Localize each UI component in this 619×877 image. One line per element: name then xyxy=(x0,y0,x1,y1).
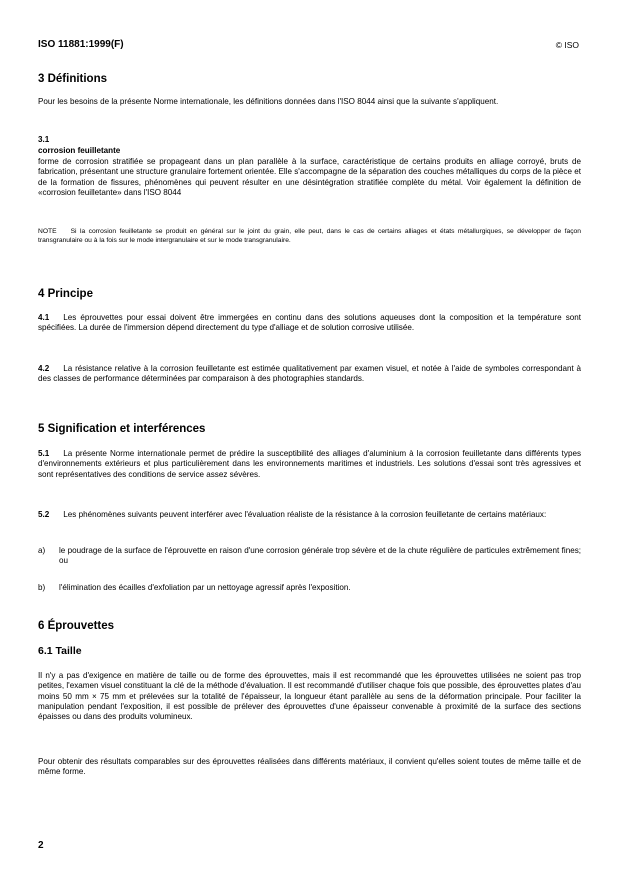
copyright-mark: © ISO xyxy=(555,40,579,50)
note xyxy=(38,228,581,245)
note-label: NOTE xyxy=(38,228,57,235)
paragraph-4-2: 4.2 La résistance relative à la corrosion feuilletante est estimée qualitativement par examen visuel, et notée à l'aide de symboles correspondant à des classes de performance déterminées par comparaison à des photographies standards. xyxy=(38,364,581,384)
section-3-heading: 3 Définitions xyxy=(38,73,108,85)
section-3-intro: Pour les besoins de la présente Norme internationale, les définitions données dans l'ISO 8044 ainsi que la suivante s'appliquent. xyxy=(38,97,499,106)
paragraph-6-1: Il n'y a pas d'exigence en matière de taille ou de forme des éprouvettes, mais il est recommandé que les éprouvettes utilisées ne soient pas trop petites, l'examen visuel constituant la clé de la méthode d'évaluation. Il est recommandé d'utiliser chaque fois que possible, des éprouvettes plates d'au moins 50 mm × 75 mm et prélevées sur la totalité de l'épaisseur, la longueur étant parallèle au sens de la déformation principale. Pour faciliter la manipulation pendant l'exposition, il est possible de prélever des éprouvettes d'une épaisseur convenable à proximité de la surface des sections épaisses ou dans des produits volumineux. xyxy=(38,671,581,722)
clause-number: 5.1 xyxy=(38,449,50,458)
term-number: 3.1 xyxy=(38,135,50,144)
section-4-heading: 4 Principe xyxy=(38,288,93,300)
list-item: b) l'élimination des écailles d'exfoliation par un nettoyage agressif après l'exposition. xyxy=(38,583,351,592)
page-number: 2 xyxy=(38,840,44,851)
clause-number: 5.2 xyxy=(38,510,50,519)
clause-number: 4.1 xyxy=(38,313,50,322)
paragraph-4-1: 4.1 Les éprouvettes pour essai doivent être immergées en continu dans des solutions aqueuses dont la composition et la température sont spécifiées. La durée de l'immersion dépend directement du type d'alliage et de solution corrosive utilisée. xyxy=(38,313,581,333)
section-5-heading: 5 Signification et interférences xyxy=(38,423,206,435)
clause-number: 4.2 xyxy=(38,364,50,373)
paragraph-5-2: 5.2 Les phénomènes suivants peuvent interférer avec l'évaluation réaliste de la résistance à la corrosion feuilletante de certains matériaux: xyxy=(38,510,547,519)
term-definition: forme de corrosion stratifiée se propageant dans un plan parallèle à la surface, caractéristique de certains produits en alliage corroyé, bruts de fabrication, présentant une structure granulaire fortement orientée. Elle s'accompagne de la séparation des couches métalliques du corps de la pièce et de la formation de fissures, phénomènes qui peuvent résulter en une désintégration stratifiée complète du métal. Voir également la définition de «corrosion feuilletante» dans l'ISO 8044 xyxy=(38,157,581,197)
paragraph-6-1-second: Pour obtenir des résultats comparables sur des éprouvettes réalisées dans différents matériaux, il convient qu'elles soient toutes de même taille et de même forme. xyxy=(38,757,581,777)
note-text: Si la corrosion feuilletante se produit en général sur le joint du grain, elle peut, dans le cas de certains alliages et états métallurgiques, se développer de façon transgranulaire ou à la fois sur le mode intergranulaire et sur le mode transgranulaire. xyxy=(38,228,581,244)
subsection-6-1-heading: 6.1 Taille xyxy=(38,645,82,657)
term-title: corrosion feuilletante xyxy=(38,146,121,155)
section-6-heading: 6 Éprouvettes xyxy=(38,620,115,632)
list-item: a) le poudrage de la surface de l'éprouvette en raison d'une corrosion générale trop sévère et de la chute régulière de particules extrêmement fines; ou xyxy=(38,546,581,566)
paragraph-5-1: 5.1 La présente Norme internationale permet de prédire la susceptibilité des alliages d'aluminium à la corrosion feuilletante dans différents types d'environnements extérieurs et plus particulièrement dans les environnements maritimes et industriels. Les solutions d'essai sont très agressives et sont représentatives des conditions de service assez sévères. xyxy=(38,449,581,479)
standard-reference: ISO 11881:1999(F) xyxy=(38,39,124,50)
